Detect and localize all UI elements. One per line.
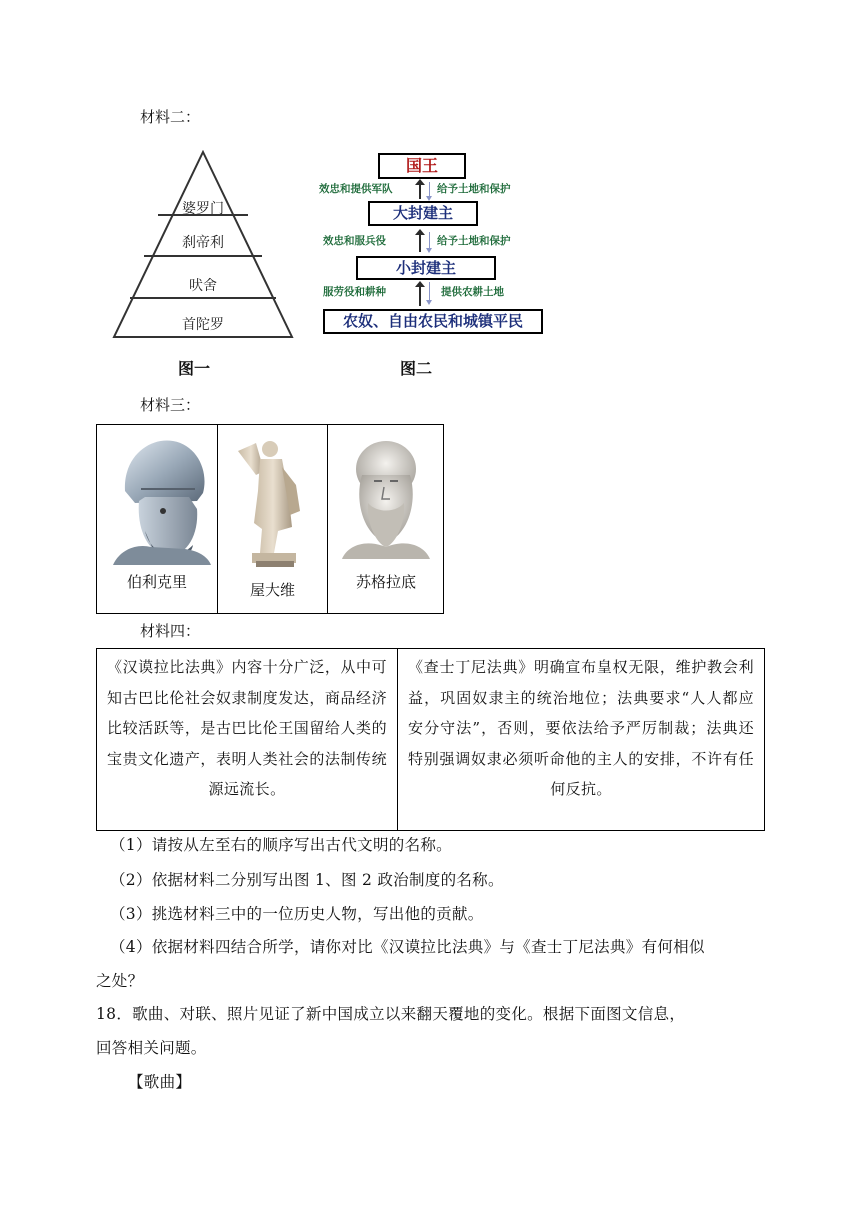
box-king: 国王 bbox=[378, 153, 466, 179]
obligation-up-2: 效忠和服兵役 bbox=[323, 235, 386, 247]
person-name-octavian: 屋大维 bbox=[249, 581, 295, 599]
person-name-pericles: 伯利克里 bbox=[126, 573, 187, 591]
question-1: （1）请按从左至右的顺序写出古代文明的名称。 bbox=[110, 836, 452, 854]
question-3: （3）挑选材料三中的一位历史人物，写出他的贡献。 bbox=[110, 905, 484, 923]
arrow-up-icon bbox=[419, 234, 421, 252]
socrates-bust-image bbox=[338, 435, 434, 559]
person-cell-socrates bbox=[328, 425, 444, 613]
box-lesser-lord: 小封建主 bbox=[356, 256, 496, 280]
hammurabi-code-cell: 《汉谟拉比法典》内容十分广泛，从中可知古巴比伦社会奴隶制度发达，商品经济比较活跃等，是古巴比伦王国留给人类的宝贵文化遗产，表明人类社会的法制传统源远流长。 bbox=[97, 649, 398, 830]
person-cell-pericles bbox=[97, 425, 218, 613]
material-3-label: 材料三： bbox=[140, 396, 201, 414]
box-commoners: 农奴、自由农民和城镇平民 bbox=[323, 309, 543, 334]
person-cell-octavian bbox=[218, 425, 328, 613]
pyramid-level-kshatriya: 刹帝利 bbox=[182, 235, 224, 251]
question-4-line-2: 之处？ bbox=[96, 972, 144, 990]
octavian-statue-image bbox=[230, 431, 316, 569]
arrow-down-icon bbox=[429, 282, 430, 300]
pyramid-level-shudra: 首陀罗 bbox=[182, 317, 224, 333]
figure-1-caption: 图一 bbox=[178, 359, 211, 378]
question-2: （2）依据材料二分别写出图 1、图 2 政治制度的名称。 bbox=[110, 871, 504, 889]
obligation-down-3: 提供农耕土地 bbox=[441, 286, 504, 298]
pericles-bust-image bbox=[105, 431, 211, 565]
arrow-up-icon bbox=[419, 184, 421, 199]
justinian-code-cell: 《查士丁尼法典》明确宣布皇权无限，维护教会利益，巩固奴隶主的统治地位；法典要求“人人都应安分守法”，否则，要依法给予严厉制裁；法典还特别强调奴隶必须听命他的主人的安排，不许有任何反抗。 bbox=[408, 658, 754, 798]
question-18-line-2: 回答相关问题。 bbox=[96, 1039, 207, 1057]
box-great-lord: 大封建主 bbox=[368, 201, 478, 226]
arrow-up-icon bbox=[419, 286, 421, 306]
obligation-down-2: 给予土地和保护 bbox=[437, 235, 511, 247]
question-18-line-1: 18．歌曲、对联、照片见证了新中国成立以来翻天覆地的变化。根据下面图文信息， bbox=[96, 1005, 686, 1023]
obligation-up-3: 服劳役和耕种 bbox=[323, 286, 386, 298]
pyramid-level-vaishya: 吠舍 bbox=[189, 278, 217, 294]
song-heading: 【歌曲】 bbox=[128, 1073, 192, 1091]
obligation-up-1: 效忠和提供军队 bbox=[319, 183, 393, 195]
material-2-label: 材料二： bbox=[140, 108, 201, 126]
arrow-down-icon bbox=[429, 232, 430, 248]
pyramid-level-brahmin: 婆罗门 bbox=[182, 201, 224, 217]
obligation-down-1: 给予土地和保护 bbox=[437, 183, 511, 195]
arrow-down-icon bbox=[429, 182, 430, 196]
person-name-socrates: 苏格拉底 bbox=[355, 573, 416, 591]
law-comparison-table bbox=[96, 648, 765, 831]
figure-2-caption: 图二 bbox=[400, 359, 433, 378]
material-4-label: 材料四： bbox=[140, 622, 201, 640]
historical-figures-table bbox=[96, 424, 444, 614]
question-4-line-1: （4）依据材料四结合所学，请你对比《汉谟拉比法典》与《查士丁尼法典》有何相似 bbox=[110, 938, 705, 956]
